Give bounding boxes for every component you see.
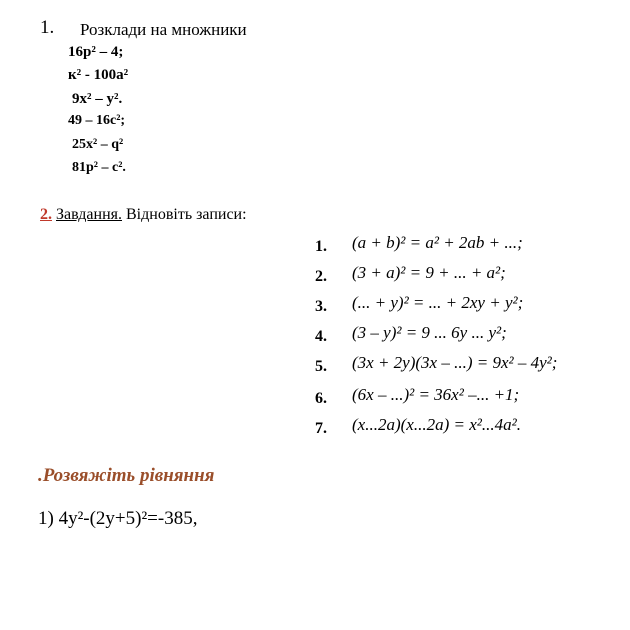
section1-title: Розклади на множники	[80, 20, 247, 39]
identity-equation: (3 – y)² = 9 ... 6y ... y²;	[352, 323, 507, 342]
identity-equation: (x...2a)(x...2a) = x²...4a².	[352, 415, 521, 434]
section2-number: 2.	[40, 206, 52, 223]
item-number: 4.	[315, 328, 327, 345]
expression-item: 16p² – 4;	[68, 44, 124, 60]
expression-item: 25x² – q²	[72, 137, 124, 152]
item-number: 5.	[315, 358, 327, 375]
item-number: 1.	[315, 238, 327, 255]
expression-item: 49 – 16c²;	[68, 113, 126, 128]
section2-text: Відновіть записи:	[122, 206, 247, 223]
identity-equation: (3x + 2y)(3x – ...) = 9x² – 4y²;	[352, 353, 558, 372]
expression-item: 81p² – c².	[72, 160, 126, 175]
expression-item: 9x² – y².	[72, 91, 123, 107]
identity-equation: (a + b)² = a² + 2ab + ...;	[352, 233, 523, 252]
item-number: 3.	[315, 298, 327, 315]
expression-item: к² - 100a²	[68, 67, 129, 83]
section2-heading	[40, 206, 247, 224]
item-number: 7.	[315, 420, 327, 437]
section3-title: .Розвяжіть рівняння	[38, 465, 215, 486]
identity-equation: (... + y)² = ... + 2xy + y²;	[352, 293, 524, 312]
section1-number: 1.	[40, 17, 55, 38]
item-number: 6.	[315, 390, 327, 407]
section2-label: Завдання.	[56, 206, 122, 223]
identity-equation: (3 + a)² = 9 + ... + a²;	[352, 263, 506, 282]
section3-equation: 1) 4y²-(2y+5)²=-385,	[38, 508, 198, 529]
identity-equation: (6x – ...)² = 36x² –... +1;	[352, 385, 520, 404]
item-number: 2.	[315, 268, 327, 285]
